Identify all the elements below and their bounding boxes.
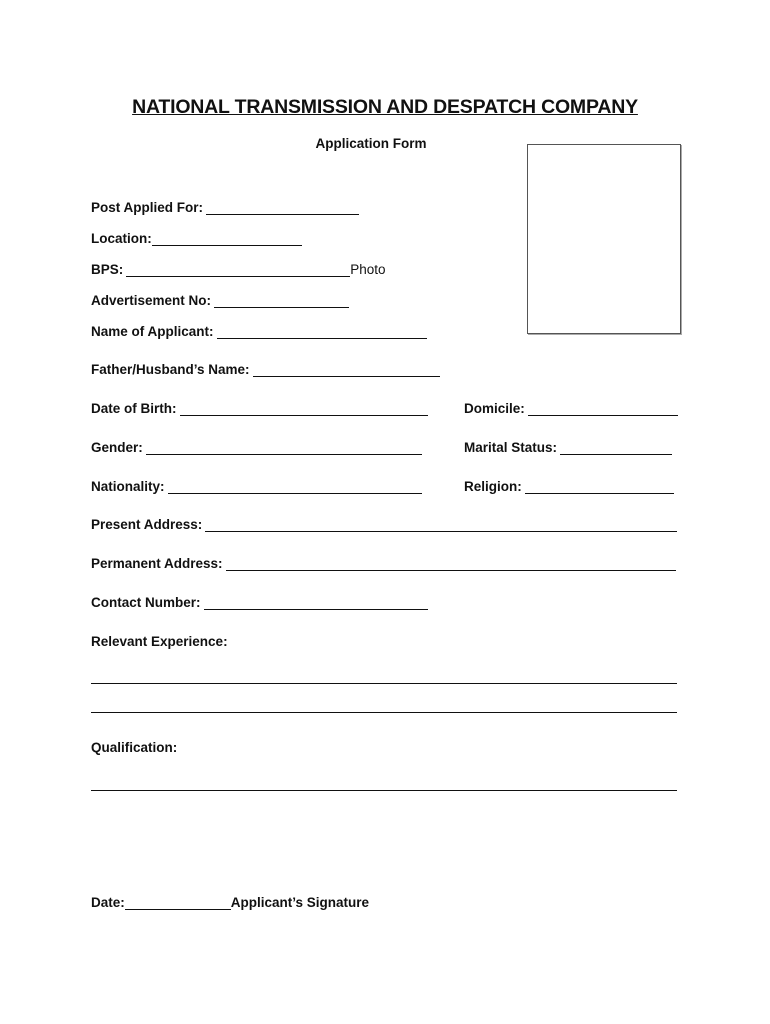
- permanent-address-row: [91, 553, 676, 571]
- name-of-applicant-row: [91, 321, 427, 339]
- contact-number-row: [91, 592, 428, 610]
- name-of-applicant-label: Name of Applicant:: [91, 324, 214, 339]
- nationality-row: [91, 476, 422, 494]
- gender-field[interactable]: [146, 440, 422, 455]
- date-of-birth-field[interactable]: [180, 401, 428, 416]
- bps-label: BPS:: [91, 262, 124, 277]
- advertisement-no-label: Advertisement No:: [91, 293, 212, 308]
- post-applied-for-label: Post Applied For:: [91, 200, 203, 215]
- nationality-field[interactable]: [168, 479, 422, 494]
- present-address-row: [91, 514, 677, 532]
- religion-label: Religion:: [464, 479, 522, 494]
- relevant-experience-label: Relevant Experience:: [91, 634, 228, 649]
- bps-field[interactable]: [126, 262, 350, 277]
- marital-status-label: Marital Status:: [464, 440, 558, 455]
- date-label: Date:: [91, 895, 125, 910]
- date-of-birth-label: Date of Birth:: [91, 401, 177, 416]
- photo-box: [527, 144, 681, 334]
- domicile-row: [464, 398, 678, 416]
- qualification-label: Qualification:: [91, 740, 178, 755]
- post-applied-for-field[interactable]: [206, 200, 359, 215]
- relevant-experience-row: [91, 631, 228, 649]
- permanent-address-field[interactable]: [226, 556, 676, 571]
- qualification-row: [91, 737, 177, 755]
- father-husband-name-row: [91, 359, 440, 377]
- contact-number-label: Contact Number:: [91, 595, 201, 610]
- name-of-applicant-field[interactable]: [217, 324, 427, 339]
- photo-label: Photo: [350, 262, 386, 277]
- page-title: NATIONAL TRANSMISSION AND DESPATCH COMPANY: [132, 96, 638, 118]
- nationality-label: Nationality:: [91, 479, 165, 494]
- location-label: Location:: [91, 231, 152, 246]
- bps-row: [91, 259, 386, 277]
- advertisement-no-row: [91, 290, 349, 308]
- father-husband-name-field[interactable]: [253, 362, 440, 377]
- father-husband-name-label: Father/Husband’s Name:: [91, 362, 250, 377]
- advertisement-no-field[interactable]: [214, 293, 349, 308]
- gender-label: Gender:: [91, 440, 143, 455]
- relevant-experience-line-1[interactable]: [91, 683, 677, 684]
- form-subtitle: Application Form: [315, 136, 427, 151]
- contact-number-field[interactable]: [204, 595, 428, 610]
- post-applied-for-row: [91, 197, 359, 215]
- religion-field[interactable]: [525, 479, 674, 494]
- date-of-birth-row: [91, 398, 428, 416]
- religion-row: [464, 476, 674, 494]
- domicile-field[interactable]: [528, 401, 678, 416]
- qualification-line-1[interactable]: [91, 790, 677, 791]
- gender-row: [91, 437, 422, 455]
- marital-status-field[interactable]: [560, 440, 672, 455]
- date-signature-row: [91, 892, 369, 910]
- marital-status-row: [464, 437, 672, 455]
- present-address-field[interactable]: [205, 517, 677, 532]
- domicile-label: Domicile:: [464, 401, 525, 416]
- relevant-experience-line-2[interactable]: [91, 712, 677, 713]
- date-field[interactable]: [125, 895, 231, 910]
- signature-label: Applicant’s Signature: [230, 895, 370, 910]
- permanent-address-label: Permanent Address:: [91, 556, 223, 571]
- present-address-label: Present Address:: [91, 517, 203, 532]
- location-field[interactable]: [152, 231, 302, 246]
- location-row: [91, 228, 302, 246]
